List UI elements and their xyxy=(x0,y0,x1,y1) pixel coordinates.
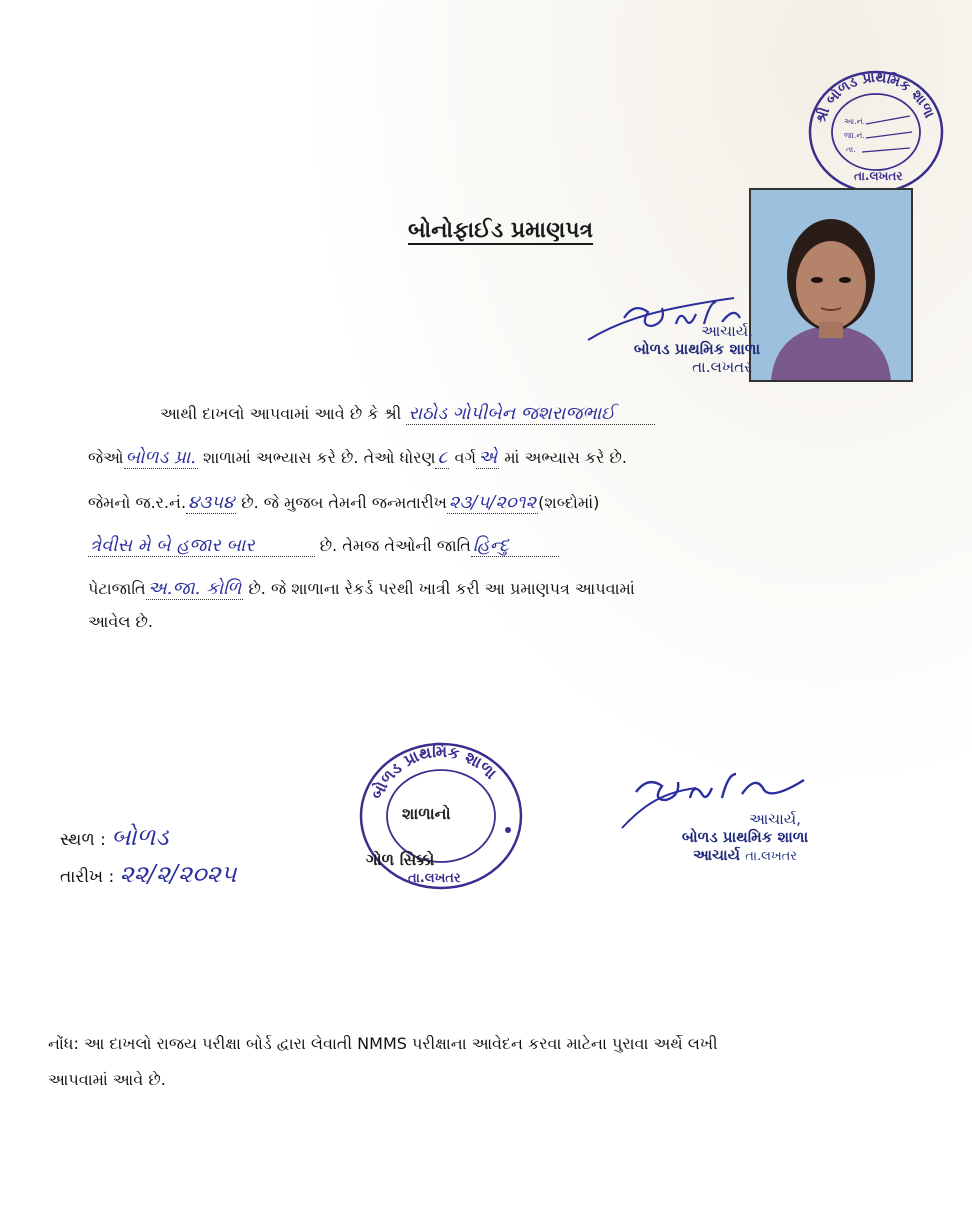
birthdate-words-value: ત્રેવીસ મે બે હજાર બાર xyxy=(88,535,315,557)
top-school-stamp xyxy=(806,68,946,196)
line3-prefix: જેમનો જ.ર.નં. xyxy=(88,493,187,512)
gr-number-value: ૪૩૫૪ xyxy=(188,492,235,513)
svg-text:શ્રી બોળડ પ્રાથમિક શાળા xyxy=(812,70,937,126)
class-value: એ xyxy=(478,447,498,468)
stamp-label-1: શાળાનો xyxy=(402,804,451,823)
place-value: બોળડ xyxy=(111,823,169,851)
line2-mid: શાળામાં અભ્યાસ કરે છે. તેઓ ધોરણ xyxy=(203,448,436,467)
top-signature-org: બોળડ પ્રાથમિક શાળા xyxy=(633,340,761,358)
line2-mid2: વર્ગ xyxy=(454,448,477,467)
line2-suffix: માં અભ્યાસ કરે છે. xyxy=(504,448,627,467)
bottom-stamp-ring-text: બોળડ પ્રાથમિક શાળા xyxy=(367,741,501,803)
bottom-stamp-bottom-text: તા.લખતર xyxy=(408,871,461,886)
line5-prefix: પેટાજાતિ xyxy=(88,579,146,598)
top-signature-taluka: તા.લખતર xyxy=(692,358,752,376)
footer-note-line-1: નોંધ: આ દાખલો રાજય પરીક્ષા બોર્ડ દ્વારા લેવાતી NMMS પરીક્ષાના આવેદન કરવા માટેના પુરાવા અર્થે લખી xyxy=(48,1034,718,1053)
bottom-signature-org: બોળડ પ્રાથમિક શાળા xyxy=(681,828,809,846)
line3-suffix: (શબ્દોમાં) xyxy=(538,493,600,512)
place-row xyxy=(60,823,168,851)
top-signature-designation: આચાર્ય, xyxy=(701,322,753,340)
date-value: ૨૨/૨/૨૦૨૫ xyxy=(119,860,237,888)
caste-value: હિન્દુ xyxy=(471,535,559,557)
bottom-signature-sub-text: આચાર્ય xyxy=(692,846,740,864)
bottom-signature-designation: આચાર્ય, xyxy=(749,810,801,828)
line1-prefix: આથી દાખલો આપવામાં આવે છે કે શ્રી xyxy=(160,404,402,423)
top-stamp-field-3: તા. xyxy=(846,145,856,154)
bottom-signature-block xyxy=(645,810,845,864)
place-label: સ્થળ : xyxy=(60,830,106,850)
body-line-5 xyxy=(88,578,635,599)
top-signature-block xyxy=(612,322,782,376)
standard-value: ૮ xyxy=(437,447,448,468)
body-line-3 xyxy=(88,492,599,513)
school-name-value: બોળડ પ્રા. xyxy=(125,447,196,468)
svg-text:બોળડ પ્રાથમિક શાળા xyxy=(366,742,500,802)
body-line-1 xyxy=(160,403,655,424)
body-line-2 xyxy=(88,447,627,468)
top-stamp-field-1: આ.નં. xyxy=(844,117,866,126)
line2-prefix: જેઓ xyxy=(88,448,124,467)
date-label: તારીખ : xyxy=(60,867,115,887)
subcaste-value: અ.જા. કોળિ xyxy=(147,578,242,599)
bottom-signature-taluka: તા.લખતર xyxy=(745,849,798,864)
top-stamp-bottom-text: તા.લખતર xyxy=(854,169,903,183)
footer-note-line-2: આપવામાં આવે છે. xyxy=(48,1070,166,1089)
bottom-signature-sub xyxy=(645,846,845,864)
body-line-6: આવેલ છે. xyxy=(88,612,153,631)
top-stamp-field-2: જા.નં. xyxy=(844,131,865,140)
line5-suffix: છે. જે શાળાના રેકર્ડ પરથી ખાત્રી કરી આ પ્રમાણપત્ર આપવામાં xyxy=(248,579,635,598)
student-name-value: રાઠોડ ગોપીબેન જશરાજભાઈ xyxy=(406,403,655,425)
date-row xyxy=(60,860,236,888)
line3-mid: છે. જે મુજબ તેમની જન્મતારીખ xyxy=(241,493,447,512)
top-stamp-ring-text: શ્રી બોળડ પ્રાથમિક શાળા xyxy=(813,69,938,126)
stamp-label-2: ગોળ સિક્કો xyxy=(366,850,435,869)
body-line-4 xyxy=(88,535,559,556)
line4-mid: છે. તેમજ તેઓની જાતિ xyxy=(319,536,471,555)
page-title: બોનોફાઈડ પ્રમાણપત્ર xyxy=(408,218,594,243)
birthdate-value: ૨૩/૫/૨૦૧૨ xyxy=(448,492,537,513)
